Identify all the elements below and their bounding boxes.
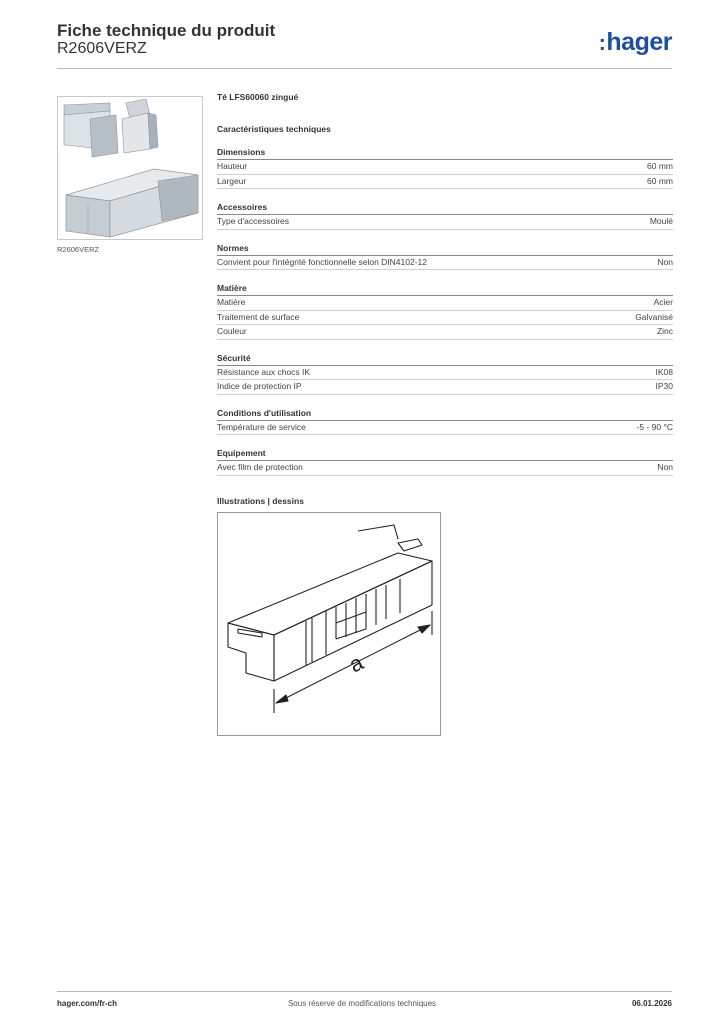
spec-group-title: Sécurité bbox=[217, 352, 673, 366]
page-title: Fiche technique du produit bbox=[57, 21, 276, 40]
spec-label: Convient pour l'intégrité fonctionnelle selon DIN4102-12 bbox=[217, 256, 428, 267]
spec-row bbox=[217, 366, 673, 381]
spec-label: Hauteur bbox=[217, 161, 248, 171]
spec-row bbox=[217, 380, 673, 395]
footer-date: 06.01.2026 bbox=[631, 999, 672, 1008]
spec-value: Galvanisé bbox=[635, 311, 673, 322]
spec-group-title: Equipement bbox=[217, 447, 673, 461]
spec-value: 60 mm bbox=[647, 161, 673, 171]
logo-text: hager bbox=[606, 28, 672, 56]
spec-value: Non bbox=[657, 462, 673, 472]
spec-label: Matière bbox=[217, 297, 246, 307]
duct-drawing-icon bbox=[218, 513, 440, 735]
spec-group bbox=[217, 242, 673, 271]
spec-value: IK08 bbox=[655, 366, 673, 377]
spec-group-title: Dimensions bbox=[217, 146, 673, 160]
spec-group bbox=[217, 201, 673, 230]
spec-value: Acier bbox=[653, 297, 673, 307]
spec-row bbox=[217, 325, 673, 340]
spec-value: -5 - 90 °C bbox=[636, 421, 673, 432]
spec-value: IP30 bbox=[655, 381, 673, 391]
spec-value: Zinc bbox=[656, 326, 673, 336]
technical-drawing bbox=[217, 512, 441, 736]
spec-label: Traitement de surface bbox=[217, 311, 300, 322]
product-reference: R2606VERZ bbox=[57, 40, 147, 57]
spec-group bbox=[217, 282, 673, 340]
spec-label: Couleur bbox=[217, 326, 247, 336]
specifications-column bbox=[217, 92, 673, 506]
spec-group-title: Matière bbox=[217, 282, 673, 296]
spec-group bbox=[217, 447, 673, 476]
tee-duct-photo-icon bbox=[58, 97, 202, 239]
spec-label: Type d'accessoires bbox=[217, 216, 290, 226]
spec-group bbox=[217, 352, 673, 395]
spec-group bbox=[217, 407, 673, 436]
footer-divider bbox=[57, 991, 672, 992]
header-divider bbox=[57, 68, 672, 69]
spec-value: Moulé bbox=[649, 216, 673, 226]
spec-row bbox=[217, 215, 673, 230]
spec-label: Largeur bbox=[217, 175, 247, 186]
hager-logo bbox=[599, 28, 672, 57]
spec-label: Indice de protection IP bbox=[217, 381, 302, 391]
spec-value: Non bbox=[657, 256, 673, 267]
product-name: Té LFS60060 zingué bbox=[217, 92, 299, 102]
spec-value: 60 mm bbox=[647, 175, 673, 186]
dimension-label: a bbox=[344, 649, 368, 678]
spec-row bbox=[217, 461, 673, 476]
spec-row bbox=[217, 175, 673, 190]
spec-row bbox=[217, 421, 673, 436]
spec-label: Résistance aux chocs IK bbox=[217, 366, 311, 377]
spec-row bbox=[217, 160, 673, 175]
footer-notice: Sous réserve de modifications techniques bbox=[287, 999, 437, 1008]
spec-row bbox=[217, 296, 673, 311]
spec-row bbox=[217, 311, 673, 326]
spec-group-title: Accessoires bbox=[217, 201, 673, 215]
spec-label: Avec film de protection bbox=[217, 462, 303, 472]
footer-website-link[interactable]: hager.com/fr-ch bbox=[57, 999, 118, 1008]
spec-group bbox=[217, 146, 673, 189]
section-title-specs: Caractéristiques techniques bbox=[217, 124, 331, 134]
product-image bbox=[57, 96, 203, 240]
logo-dots-icon: : bbox=[598, 30, 606, 55]
spec-group-title: Conditions d'utilisation bbox=[217, 407, 673, 421]
spec-groups bbox=[217, 146, 673, 476]
spec-label: Température de service bbox=[217, 421, 306, 432]
section-title-illustrations: Illustrations | dessins bbox=[217, 495, 304, 506]
product-image-caption: R2606VERZ bbox=[57, 245, 100, 254]
spec-row bbox=[217, 256, 673, 271]
spec-group-title: Normes bbox=[217, 242, 673, 256]
